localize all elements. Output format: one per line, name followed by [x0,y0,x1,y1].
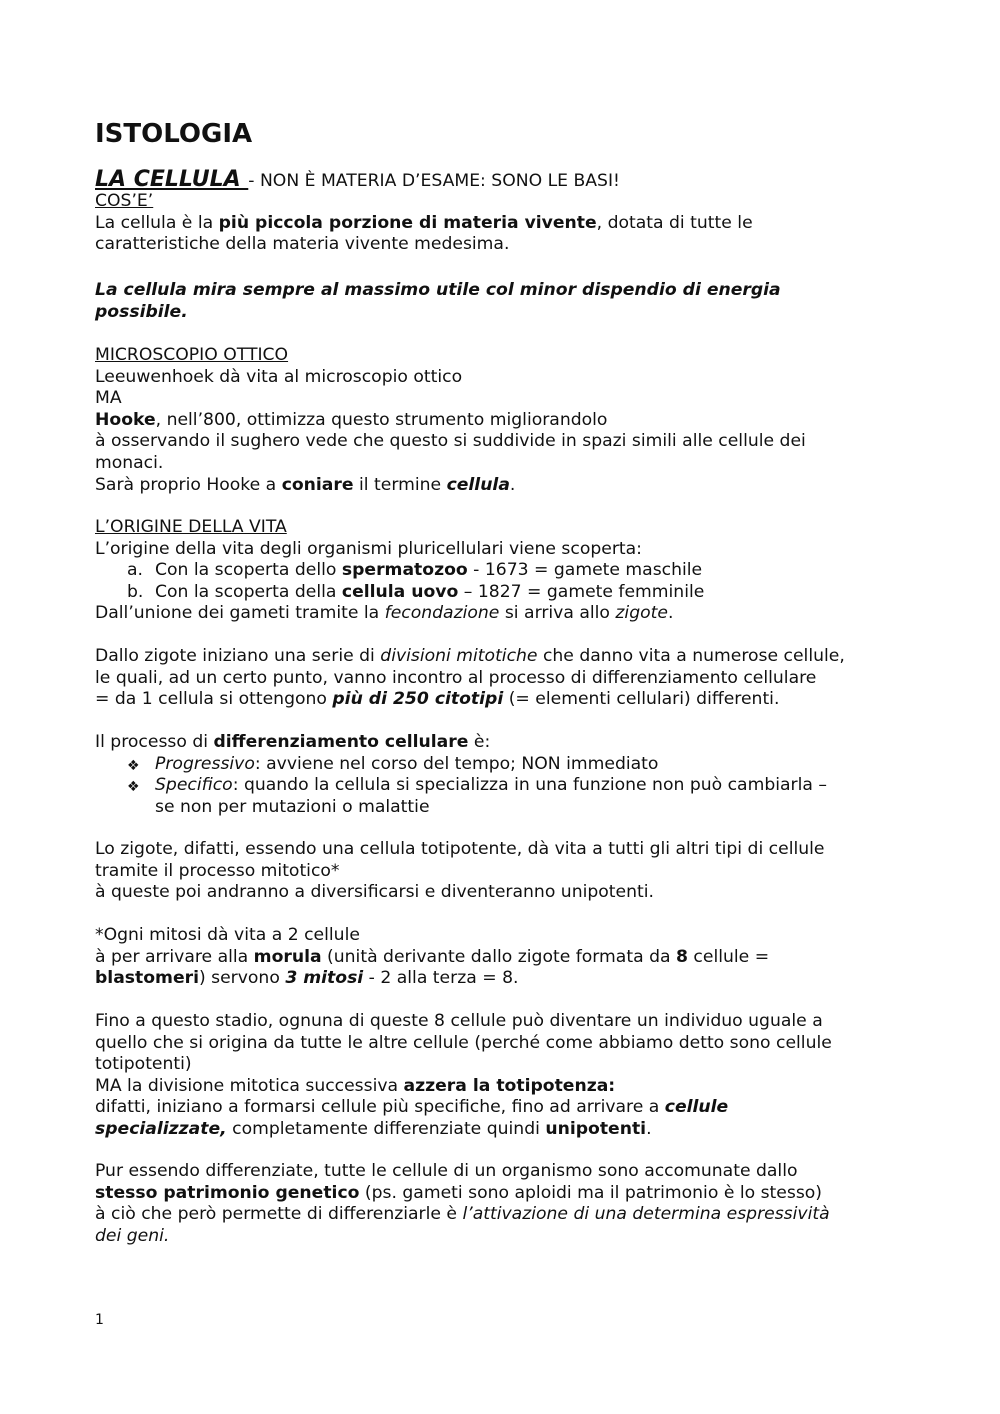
bullet-continuation: se non per mutazioni o malattie [155,796,430,817]
section-origine [95,517,704,625]
paragraph-line [95,1076,832,1098]
bold-span: stesso patrimonio genetico [95,1182,360,1203]
bold-span: unipotenti [545,1118,647,1139]
bold-span: spermatozoo [341,560,468,581]
section-microscopio [95,345,806,496]
paragraph-line: dei geni. [95,1225,170,1246]
italic-span: Specifico [155,775,233,796]
paragraph-line: Fino a questo stadio, ognuna di queste 8 cellule può diventare un individuo uguale a [95,1011,823,1031]
bold-span: morula [253,946,322,967]
text-span: (= elementi cellulari) differenti. [503,689,780,710]
paragraph-line: à osservando il sughero vede che questo si suddivide in spazi simili alle cellule dei [95,431,806,452]
section-genetico [95,1161,830,1247]
paragraph-line: le quali, ad un certo punto, vanno incontro al processo di differenziamento cellulare [95,667,817,688]
list-item [95,560,704,582]
text-span: . [646,1118,652,1139]
text-span: che danno vita a numerose cellule, [537,646,845,666]
text-span: completamente differenziate quindi [226,1118,546,1139]
paragraph-line: Leeuwenhoek dà vita al microscopio ottico [95,366,463,387]
section-processo [95,732,827,818]
text-span: (ps. gameti sono aploidi ma il patrimonio è lo stesso) [359,1182,823,1203]
paragraph-line [95,475,806,497]
subheading-origine: L’ORIGINE DELLA VITA [95,517,287,537]
paragraph-line [95,1183,830,1205]
text-span: il termine [353,474,447,495]
paragraph-line [95,732,827,754]
list-marker: a. [127,560,143,581]
section-zigote [95,646,845,711]
list-item [95,582,704,604]
text-span: La cellula è la [95,212,219,233]
text-span: (unità derivante dallo zigote formata da [321,946,676,967]
bold-span: differenziamento cellulare [213,732,469,752]
paragraph-line: La cellula mira sempre al massimo utile col minor dispendio di energia [95,280,781,300]
bold-italic-span: specializzate, [95,1118,227,1139]
paragraph-line: tramite il processo mitotico* [95,860,340,881]
paragraph-line [95,689,845,711]
paragraph-line: Lo zigote, difatti, essendo una cellula totipotente, dà vita a tutti gli altri tipi di cellule [95,839,825,859]
text-span: Sarà proprio Hooke a [95,474,282,495]
text-span: Il processo di [95,732,214,752]
text-span: - 2 alla terza = 8. [363,968,519,989]
paragraph-line [95,1204,830,1226]
paragraph-line [95,1097,832,1119]
paragraph-line [95,603,704,625]
text-span: , nell’800, ottimizza questo strumento migliorandolo [155,409,608,430]
text-span: Dall’unione dei gameti tramite la [95,603,385,624]
text-span: à per arrivare alla [95,946,254,967]
subheading-cose: COS’E’ [95,191,154,211]
paragraph-line: totipotenti) [95,1054,192,1075]
italic-span: divisioni mitotiche [380,646,538,666]
text-span: MA la divisione mitotica successiva [95,1075,404,1096]
section-totipotente [95,839,825,904]
bold-italic-span: cellule [664,1097,729,1118]
text-span: ) servono [198,968,286,989]
paragraph-line: *Ogni mitosi dà vita a 2 cellule [95,925,360,945]
text-span: . [667,603,674,624]
paragraph-line: Pur essendo differenziate, tutte le cellule di un organismo sono accomunate dallo [95,1161,798,1181]
paragraph-line [95,410,806,432]
bullet-item [95,775,827,797]
text-span: = da 1 cellula si ottengono [95,689,333,710]
text-span: Con la scoperta dello [155,560,342,581]
bold-span: coniare [281,474,354,495]
italic-span: zigote [615,603,668,624]
bold-span: Hooke [95,409,156,430]
section-heading-suffix: - NON È MATERIA D’ESAME: SONO LE BASI! [248,171,620,191]
paragraph-line: monaci. [95,452,164,473]
diamond-bullet-icon: ❖ [127,779,140,796]
document-title: ISTOLOGIA [95,119,253,149]
bullet-item [95,754,827,776]
bold-span: cellula uovo [341,581,459,602]
paragraph-line [95,1119,832,1141]
subheading-microscopio: MICROSCOPIO OTTICO [95,345,289,365]
paragraph-line: à queste poi andranno a diversificarsi e diventeranno unipotenti. [95,882,654,903]
section-cellula [95,166,753,256]
paragraph-line [95,646,845,668]
italic-span: fecondazione [384,603,500,624]
text-span: cellule = [687,946,770,967]
text-span: è: [468,732,491,752]
text-span: Con la scoperta della [155,581,342,602]
diamond-bullet-icon: ❖ [127,757,140,774]
section-stadio [95,1011,832,1141]
bold-span: 8 [675,946,688,967]
text-span: à ciò che però permette di differenziarle è [95,1204,463,1225]
italic-span: l’attivazione di una determina espressività [462,1204,830,1225]
bold-span: più piccola porzione di materia vivente [218,212,597,233]
text-span: : quando la cellula si specializza in una funzione non può cambiarla – [232,775,827,796]
paragraph-line: possibile. [95,301,188,322]
text-span: - 1673 = gamete maschile [467,560,703,581]
section-mitosi [95,925,769,990]
list-marker: b. [127,581,144,602]
section-heading: LA CELLULA [95,167,249,192]
text-span: si arriva allo [499,603,616,624]
paragraph-line [95,947,769,969]
text-span: , dotata di tutte le [596,212,753,233]
paragraph-line [95,968,769,990]
text-span: : avviene nel corso del tempo; NON immediato [254,753,659,774]
bold-italic-span: 3 mitosi [285,968,364,989]
text-span: difatti, iniziano a formarsi cellule più specifiche, fino ad arrivare a [95,1097,665,1118]
bold-span: blastomeri [95,968,199,989]
paragraph-line: MA [95,388,122,409]
key-statement [95,280,781,323]
text-span: . [509,474,516,495]
paragraph-line [95,213,753,235]
italic-span: Progressivo [155,753,255,774]
bold-italic-span: cellula [446,474,510,495]
text-span: Dallo zigote iniziano una serie di [95,646,381,666]
bold-span: azzera la totipotenza: [403,1075,616,1096]
paragraph-line: L’origine della vita degli organismi pluricellulari viene scoperta: [95,538,642,559]
bold-italic-span: più di 250 citotipi [332,689,504,710]
paragraph-line: quello che si origina da tutte le altre cellule (perché come abbiamo detto sono cellule [95,1032,832,1053]
page-number: 1 [95,1312,104,1328]
paragraph-line: caratteristiche della materia vivente medesima. [95,234,510,255]
text-span: – 1827 = gamete femminile [458,581,705,602]
